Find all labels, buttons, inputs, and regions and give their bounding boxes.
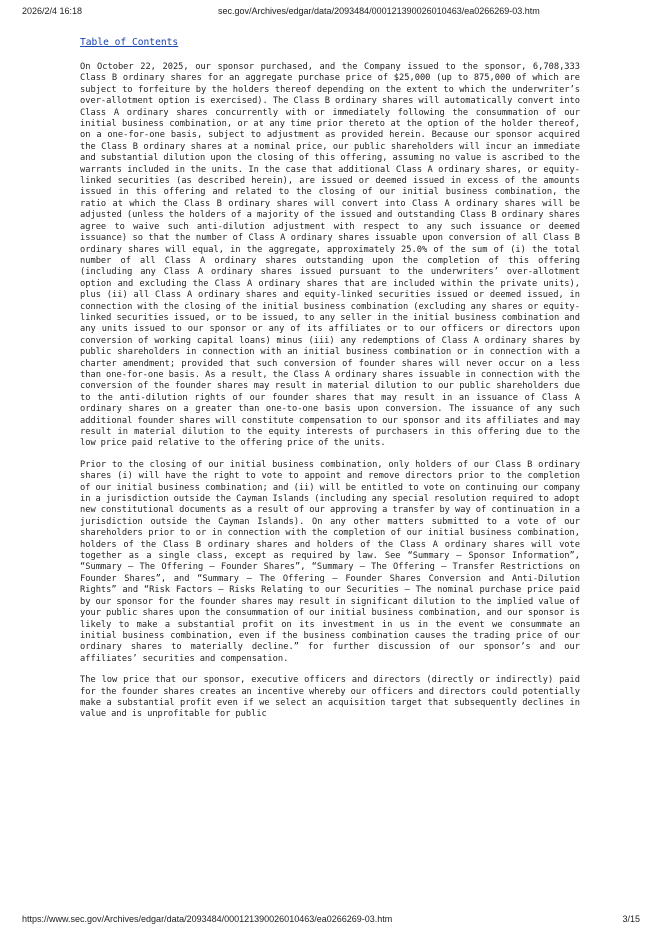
document-body xyxy=(80,37,580,910)
print-header xyxy=(22,6,640,20)
print-header-url: sec.gov/Archives/edgar/data/2093484/000121390026010463/ea0266269-03.htm xyxy=(218,6,540,16)
page-number: 3/15 xyxy=(622,914,640,924)
table-of-contents-link[interactable]: Table of Contents xyxy=(80,37,179,48)
paragraph-voting-rights: Prior to the closing of our initial business combination, only holders of our Class B ordinary shares (i) will have the right to vote to appoint and remove directors prior to the completion of our initial business combination; and (ii) will be entitled to vote on continuing our company in a jurisdiction outside the Cayman Islands (including any special resolution required to adopt new constitutional documents as a result of our approving a transfer by way of continuation in a jurisdiction outside the Cayman Islands). On any other matters submitted to a vote of our shareholders prior to or in connection with the completion of our initial business combination, holders of the Class B ordinary shares and holders of the Class A ordinary shares will vote together as a single class, except as required by law. See “Summary — Sponsor Information”, “Summary — The Offering — Founder Shares”, “Summary — The Offering — Transfer Restrictions on Founder Shares”, and “Summary — The Offering — Founder Shares Conversion and Anti-Dilution Rights” and “Risk Factors — Risks Relating to our Securities — The nominal purchase price paid by our sponsor for the founder shares may result in significant dilution to the implied value of your public shares upon the consummation of our initial business combination, and our sponsor is likely to make a substantial profit on its investment in us in the event we consummate an initial business combination, even if the business combination causes the trading price of our ordinary shares to materially decline.” for further discussion of our sponsor’s and our affiliates’ securities and compensation. xyxy=(80,459,580,664)
print-footer-url: https://www.sec.gov/Archives/edgar/data/2093484/000121390026010463/ea0266269-03.htm xyxy=(22,914,393,924)
paragraph-founder-shares: On October 22, 2025, our sponsor purchased, and the Company issued to the sponsor, 6,708,333 Class B ordinary shares for an aggregate purchase price of $25,000 (up to 875,000 of which are subject to forfeiture by the holders thereof depending on the extent to which the underwriter’s over-allotment option is exercised). The Class B ordinary shares will automatically convert into Class A ordinary shares concurrently with or immediately following the consummation of our initial business combination, or at any time prior thereto at the option of the holder thereof, on a one-for-one basis, subject to adjustment as provided herein. Because our sponsor acquired the Class B ordinary shares at a nominal price, our public shareholders will incur an immediate and substantial dilution upon the closing of this offering, assuming no value is ascribed to the warrants included in the units. In the case that additional Class A ordinary shares, or equity-linked securities (as described herein), are issued or deemed issued in excess of the amounts issued in this offering and related to the closing of our initial business combination, the ratio at which the Class B ordinary shares will convert into Class A ordinary shares will be adjusted (unless the holders of a majority of the issued and outstanding Class B ordinary shares agree to waive such anti-dilution adjustment with respect to any such issuance or deemed issuance) so that the number of Class A ordinary shares issuable upon conversion of all Class B ordinary shares will equal, in the aggregate, approximately 25.0% of the sum of (i) the total number of all Class A ordinary shares outstanding upon the completion of this offering (including any Class A ordinary shares issued pursuant to the underwriters’ over-allotment option and excluding the Class A ordinary shares that are included within the private units), plus (ii) all Class A ordinary shares and equity-linked securities issued or deemed issued, in connection with the closing of the initial business combination (excluding any shares or equity-linked securities issued, or to be issued, to any seller in the initial business combination and any units issued to our sponsor or any of its affiliates or to our officers or directors upon conversion of working capital loans) minus (iii) any redemptions of Class A ordinary shares by public shareholders in connection with an initial business combination or in connection with a charter amendment; provided that such conversion of founder shares will never occur on a less than one-for-one basis. As a result, the Class A ordinary shares issuable in connection with the conversion of the founder shares may result in material dilution to our public shareholders due to the anti-dilution rights of our founder shares that may result in an issuance of Class A ordinary shares on a greater than one-to-one basis upon conversion. The issuance of any such additional founder shares will constitute compensation to our sponsor and its affiliates and may result in material dilution to the equity interests of purchasers in this offering due to the low price paid relative to the offering price of the units. xyxy=(80,62,580,449)
paragraph-low-price-incentive: The low price that our sponsor, executive officers and directors (directly or indirectly) paid for the founder shares creates an incentive whereby our officers and directors could potentially make a substantial profit even if we select an acquisition target that subsequently declines in value and is unprofitable for public xyxy=(80,675,580,720)
print-footer xyxy=(22,914,640,928)
print-datetime: 2026/2/4 16:18 xyxy=(22,6,83,16)
